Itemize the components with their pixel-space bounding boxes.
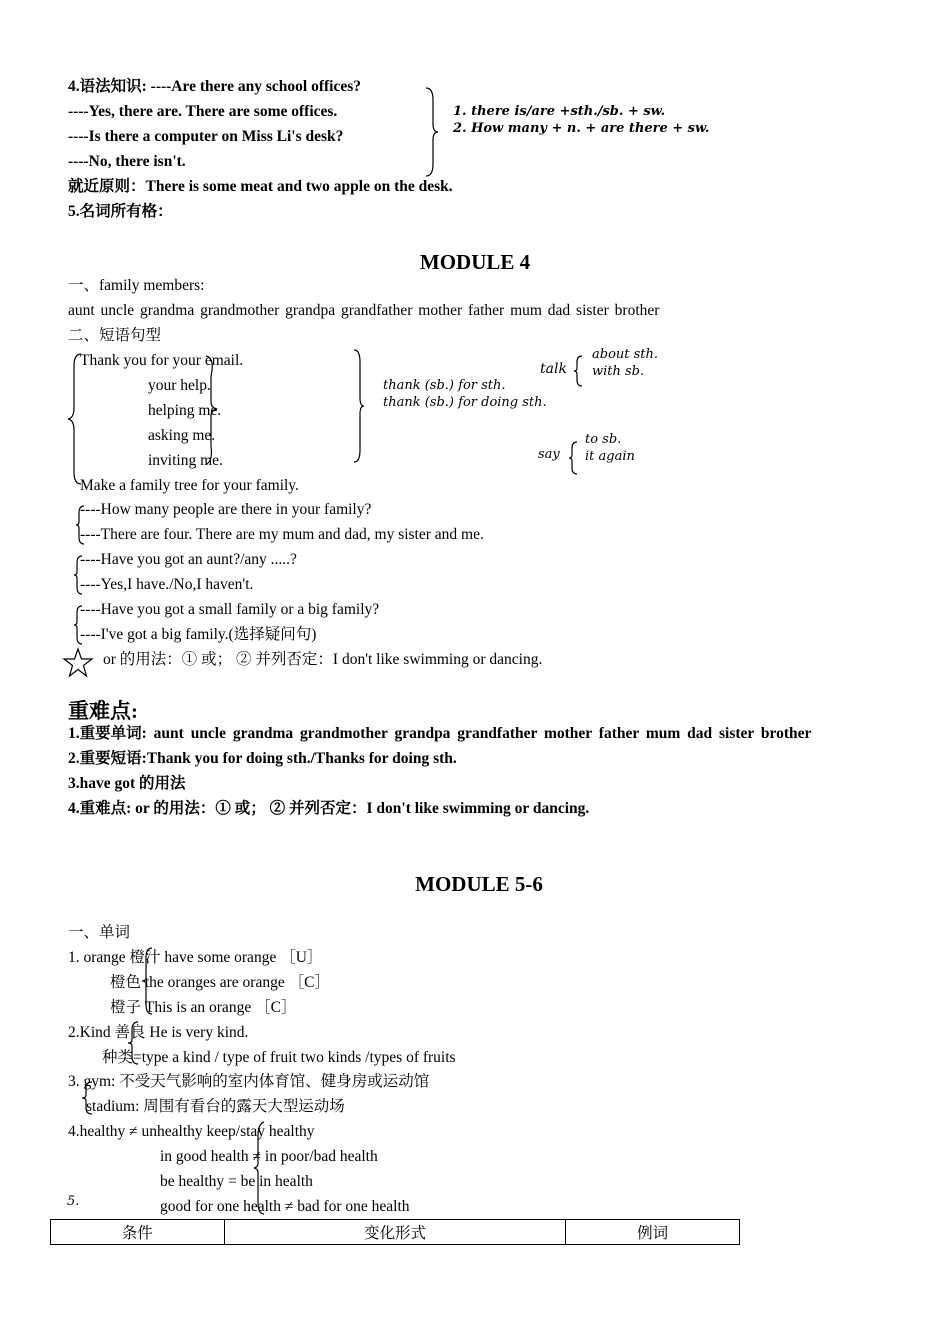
key-points-title: 重难点: [68,699,138,723]
family-tree-line: Make a family tree for your family. [80,477,299,494]
health-line-3: be healthy = be in health [160,1173,313,1190]
say-brace [567,440,579,476]
talk-option-2: with sb. [592,364,645,379]
grammar-note-2: 2. How many + n. + are there + sw. [453,121,710,136]
table-header-row [51,1220,740,1245]
grammar-line-2: ----Yes, there are. There are some offices. [68,103,338,120]
say-option-1: to sb. [585,432,622,447]
thank-you-3: helping me. [148,402,222,419]
talk-brace [572,354,584,388]
item-5-number: 5. [67,1194,80,1209]
header-condition: 条件 [51,1220,225,1245]
proximity-rule [68,177,453,197]
kind-line-1: 2.Kind 善良 He is very kind. [68,1024,249,1041]
say-label: say [538,447,560,462]
question-2: ----Have you got an aunt?/any .....? [80,551,297,568]
rule-text: There is some meat and two apple on the desk. [145,178,453,195]
grammar-line-4: ----No, there isn't. [68,153,186,170]
phrase-label: 二、短语句型 [68,327,162,344]
answer-3: ----I've got a big family.(选择疑问句) [80,626,317,643]
or-usage: or 的用法：① 或； ② 并列否定：I don't like swimming or dancing. [103,651,543,668]
key-point-2: 2.重要短语:Thank you for doing sth./Thanks for doing sth. [68,750,457,767]
rule-label: 就近原则： [68,178,146,195]
answer-1: ----There are four. There are my mum and dad, my sister and me. [80,526,484,543]
grammar-note-1: 1. there is/are +sth./sb. + sw. [453,104,666,119]
kind-line-2: 种类=type a kind / type of fruit two kinds /types of fruits [102,1049,456,1066]
grammar-line-1: 4.语法知识: ----Are there any school offices? [68,78,362,95]
module-5-6-title: MODULE 5-6 [415,872,543,896]
module-4-title: MODULE 4 [419,250,531,274]
thank-you-5: inviting me. [148,452,223,469]
vocabulary-label: 一、单词 [68,924,131,941]
orange-line-1: 1. orange 橙汁 have some orange ［U］ [68,949,323,966]
health-line-2: in good health ≠ in poor/bad health [160,1148,378,1165]
health-line-4: good for one health ≠ bad for one health [160,1198,410,1215]
health-line-1: 4.healthy ≠ unhealthy keep/stay healthy [68,1123,315,1140]
key-point-3: 3.have got 的用法 [68,775,186,792]
question-1: ----How many people are there in your family? [80,501,372,518]
phrases-big-brace [66,352,84,486]
question-3: ----Have you got a small family or a big family? [80,601,380,618]
key-point-4: 4.重难点: or 的用法：① 或； ② 并列否定：I don't like swimming or dancing. [68,800,590,817]
talk-option-1: about sth. [592,347,659,362]
say-option-2: it again [585,449,635,464]
star-icon [62,647,94,679]
thank-note-1: thank (sb.) for sth. [383,378,506,393]
thank-you-1: Thank you for your email. [80,352,244,369]
orange-line-3: 橙子 This is an orange ［C］ [110,999,297,1016]
header-example-words: 例词 [566,1220,740,1245]
talk-label: talk [540,361,567,377]
header-change-form: 变化形式 [224,1220,566,1245]
conditions-table [50,1219,740,1245]
possessive-heading: 5.名词所有格： [68,203,173,220]
thank-you-4: asking me. [148,427,216,444]
grammar-brace [424,86,440,178]
gym-line: 3. gym: 不受天气影响的室内体育馆、健身房或运动馆 [68,1073,430,1090]
key-point-1: 1.重要单词: aunt uncle grandma grandmother grandpa grandfather mother father mum dad sister brother [68,725,812,742]
family-members-label: 一、family members: [68,277,205,294]
thank-you-2: your help. [148,377,211,394]
stadium-line: stadium: 周围有看台的露天大型运动场 [86,1098,345,1115]
family-members-words: aunt uncle grandma grandmother grandpa grandfather mother father mum dad sister brother [68,302,660,319]
thank-note-brace [352,348,366,464]
thank-note-2: thank (sb.) for doing sth. [383,395,547,410]
answer-2: ----Yes,I have./No,I haven't. [80,576,254,593]
orange-line-2: 橙色 the oranges are orange ［C］ [110,974,330,991]
grammar-line-3: ----Is there a computer on Miss Li's desk? [68,128,344,145]
